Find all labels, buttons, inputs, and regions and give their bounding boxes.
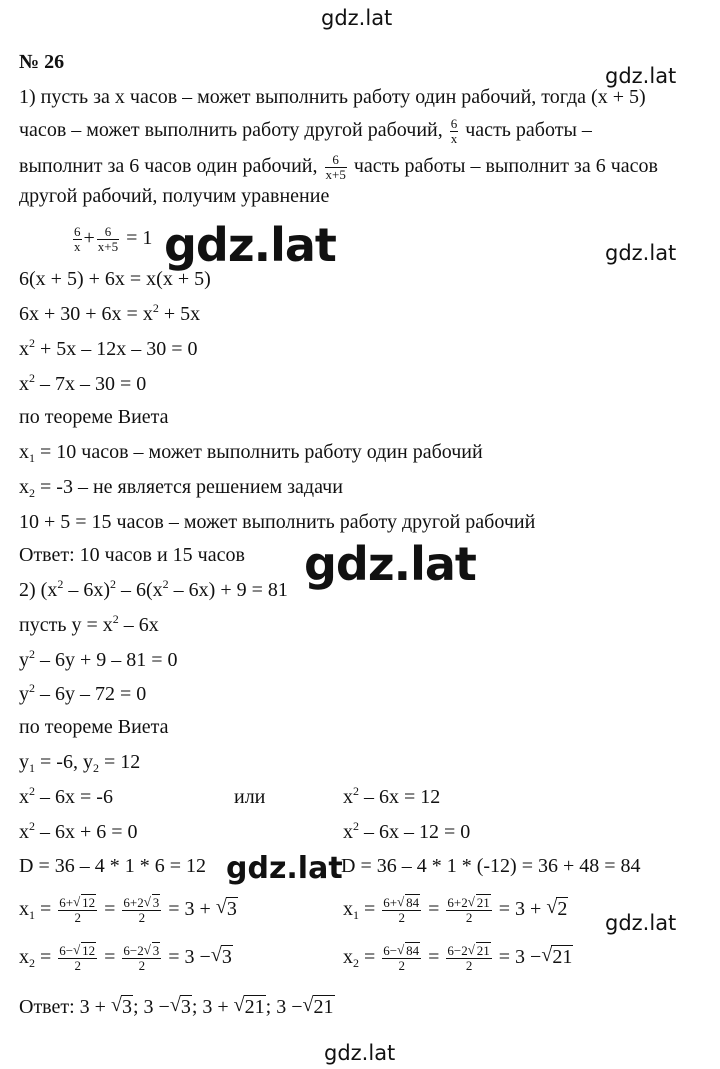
text-span: выполнит за 6 часов один рабочий, (19, 155, 318, 178)
text-span: часть работы – выполнит за 6 часов (353, 155, 658, 178)
radicand: 21 (476, 895, 490, 910)
superscript: 2 (353, 819, 359, 833)
fraction (446, 944, 491, 973)
superscript: 2 (110, 577, 116, 591)
text-span: ; 3 − (265, 996, 303, 1018)
numerator (122, 944, 161, 959)
denominator: x+5 (325, 167, 346, 182)
text-span: x (19, 441, 29, 463)
radicand: 2 (557, 898, 568, 921)
text-span: = (99, 898, 121, 921)
text-span: ; 3 + (191, 996, 234, 1018)
text-span: x (19, 373, 29, 395)
denominator: 2 (465, 910, 473, 925)
denominator: 2 (138, 910, 146, 925)
radicand: 21 (552, 946, 573, 969)
watermark-top: gdz.lat (321, 6, 393, 30)
text-span: x (343, 898, 353, 921)
subscript: 1 (29, 908, 35, 923)
denominator: x (450, 131, 458, 146)
radicand: 3 (121, 996, 132, 1018)
denominator: 2 (398, 910, 405, 925)
left-root-1 (19, 896, 238, 925)
text-span: часов – может выполнить работу другой рабочий, (19, 119, 443, 142)
text-span: x (19, 898, 29, 921)
radicand: 21 (244, 996, 265, 1018)
numerator: 6 (450, 116, 458, 131)
equation-line: 6(x + 5) + 6x = x(x + 5) (19, 268, 211, 290)
fraction (382, 944, 421, 973)
sqrt-sign (73, 896, 96, 910)
radicand: 84 (406, 895, 420, 910)
superscript: 2 (152, 301, 159, 315)
text-span: – 6x = -6 (35, 786, 113, 808)
text-span: x (19, 338, 29, 360)
fraction (73, 225, 82, 254)
text-span: = 3 + (493, 898, 547, 921)
sqrt-sign (73, 944, 96, 958)
text-span: 6−2 (447, 943, 468, 958)
equation-line (19, 337, 198, 361)
text-line (19, 475, 343, 499)
answer-1: Ответ: 10 часов и 15 часов (19, 544, 245, 566)
sqrt-sign (303, 995, 335, 1019)
text-span: – 6x + 6 = 0 (35, 821, 138, 843)
denominator: 2 (74, 958, 81, 973)
sqrt-sign (234, 995, 266, 1019)
text-span: = (423, 946, 445, 969)
text-span: – 6(x (116, 579, 163, 601)
sqrt-sign (468, 944, 491, 958)
radicand: 84 (406, 943, 420, 958)
text-span: – 6x – 12 = 0 (359, 821, 471, 843)
text-span: = (359, 946, 381, 969)
superscript: 2 (112, 612, 119, 626)
fraction (325, 153, 347, 182)
sqrt-sign (211, 945, 233, 969)
text-span: – 6x (118, 614, 159, 636)
text-span: – 6x) + 9 = 81 (168, 579, 288, 601)
subscript: 2 (29, 956, 35, 971)
fraction (382, 896, 421, 925)
text-span: 6+2 (447, 895, 468, 910)
equation-line (19, 578, 288, 602)
denominator: x (74, 239, 81, 254)
text-span: 6+ (59, 895, 74, 910)
watermark-mid: gdz.lat (226, 851, 343, 886)
right-discriminant: D = 36 – 4 * 1 * (-12) = 36 + 48 = 84 (341, 855, 641, 877)
text-span: ; 3 − (132, 996, 170, 1018)
sqrt-sign (144, 896, 161, 910)
right-equation (343, 820, 470, 844)
plus-sign: + (83, 227, 95, 250)
equation-line (19, 372, 146, 396)
text-line (19, 117, 592, 146)
text-span: + 5x – 12x – 30 = 0 (35, 338, 198, 360)
equation-line (19, 648, 178, 672)
fraction (122, 944, 161, 973)
equation-line (19, 682, 146, 706)
fraction (122, 896, 161, 925)
fraction (446, 896, 491, 925)
text-span: = 3 − (163, 946, 211, 969)
text-span: y (19, 683, 29, 705)
text-span: y (19, 751, 29, 773)
denominator: 2 (398, 958, 405, 973)
sqrt-sign (216, 897, 238, 921)
right-root-1 (343, 896, 568, 925)
text-span: x (19, 946, 29, 969)
sqrt-sign (111, 995, 133, 1019)
equation-line (19, 302, 200, 326)
subscript: 2 (92, 761, 99, 775)
text-line: другой рабочий, получим уравнение (19, 185, 330, 207)
superscript: 2 (29, 336, 35, 350)
radicand: 3 (180, 996, 191, 1018)
sqrt-sign (397, 944, 420, 958)
sqrt-sign (541, 945, 573, 969)
superscript: 2 (162, 577, 169, 591)
text-span: x (343, 786, 353, 808)
text-span: = 10 часов – может выполнить работу один рабочий (35, 441, 483, 463)
numerator: 6 (325, 153, 347, 168)
text-span: – 6y + 9 – 81 = 0 (35, 649, 178, 671)
text-span: = (359, 898, 381, 921)
text-span: 6+ (383, 895, 398, 910)
fraction (450, 117, 459, 146)
text-line: 10 + 5 = 15 часов – может выполнить работу другой рабочий (19, 511, 536, 533)
watermark-large-1: gdz.lat (164, 218, 336, 272)
text-span: 6x + 30 + 6x = x (19, 303, 153, 325)
text-span: = 1 (126, 227, 153, 250)
numerator (58, 944, 97, 959)
numerator (122, 896, 161, 911)
watermark-large-2: gdz.lat (304, 537, 476, 591)
text-span: x (343, 946, 353, 969)
text-span: x (19, 786, 29, 808)
radicand: 3 (221, 946, 232, 969)
superscript: 2 (29, 819, 35, 833)
left-equation (19, 820, 138, 844)
left-equation (19, 785, 113, 809)
denominator: 2 (138, 958, 146, 973)
text-span: = (35, 898, 57, 921)
watermark-right-1: gdz.lat (605, 64, 677, 88)
subscript: 2 (29, 486, 35, 500)
text-span: y (19, 649, 29, 671)
text-line (19, 750, 140, 774)
denominator: x+5 (97, 239, 119, 254)
numerator (382, 944, 421, 959)
text-span: = 3 + (163, 898, 216, 921)
radicand: 3 (152, 895, 160, 910)
text-span: = 12 (98, 751, 141, 773)
text-span: + 5x (158, 303, 201, 325)
subscript: 1 (353, 908, 359, 923)
watermark-bottom: gdz.lat (324, 1041, 396, 1065)
subscript: 1 (29, 761, 35, 775)
task-number: № 26 (19, 51, 65, 73)
sqrt-sign (546, 897, 568, 921)
superscript: 2 (29, 784, 35, 798)
text-span: 6− (59, 943, 74, 958)
watermark-right-3: gdz.lat (605, 911, 677, 935)
text-span: Ответ: 3 + (19, 996, 111, 1018)
superscript: 2 (29, 371, 35, 385)
text-span: – 6y – 72 = 0 (35, 683, 147, 705)
superscript: 2 (353, 784, 359, 798)
sqrt-sign (170, 995, 192, 1019)
sqrt-sign (468, 896, 491, 910)
text-span: = (35, 946, 57, 969)
left-root-2 (19, 944, 233, 973)
radicand: 12 (82, 943, 96, 958)
text-span: пусть y = x (19, 614, 113, 636)
text-span: x (19, 476, 29, 498)
right-equation (343, 785, 440, 809)
or-word: или (234, 786, 266, 808)
right-root-2 (343, 944, 573, 973)
subscript: 1 (29, 451, 35, 465)
radicand: 3 (226, 898, 237, 921)
fraction (58, 944, 97, 973)
text-span: – 7x – 30 = 0 (35, 373, 147, 395)
equation (71, 225, 152, 254)
text-span: 6−2 (123, 943, 144, 958)
superscript: 2 (29, 681, 35, 695)
denominator: 2 (465, 958, 473, 973)
superscript: 2 (57, 577, 64, 591)
radicand: 21 (313, 996, 334, 1018)
radicand: 12 (82, 895, 96, 910)
text-span: 6+2 (123, 895, 144, 910)
numerator (58, 896, 97, 911)
sqrt-sign (397, 896, 420, 910)
text-line: по теореме Виета (19, 716, 169, 738)
text-line (19, 153, 658, 182)
numerator: 6 (74, 224, 81, 239)
text-span: – 6x) (63, 579, 110, 601)
text-span: – 6x = 12 (359, 786, 441, 808)
numerator: 6 (97, 225, 119, 240)
numerator (382, 896, 421, 911)
text-span: = -6, y (35, 751, 93, 773)
equation-line (19, 613, 159, 637)
text-span: x (343, 821, 353, 843)
radicand: 21 (476, 943, 490, 958)
fraction (97, 225, 119, 254)
answer-2 (19, 995, 335, 1019)
sqrt-sign (144, 944, 161, 958)
denominator: 2 (74, 910, 81, 925)
numerator (446, 896, 491, 911)
text-line: 1) пусть за x часов – может выполнить работу один рабочий, тогда (x + 5) (19, 86, 646, 108)
text-line: по теореме Виета (19, 406, 169, 428)
text-line (19, 440, 483, 464)
text-span: = (423, 898, 445, 921)
watermark-right-2: gdz.lat (605, 241, 677, 265)
radicand: 3 (152, 943, 160, 958)
text-span: = 3 − (493, 946, 542, 969)
left-discriminant: D = 36 – 4 * 1 * 6 = 12 (19, 855, 207, 877)
numerator (446, 944, 491, 959)
text-span: = -3 – не является решением задачи (35, 476, 343, 498)
fraction (58, 896, 97, 925)
subscript: 2 (353, 956, 359, 971)
text-span: = (99, 946, 121, 969)
text-span: 2) (x (19, 579, 58, 601)
text-span: 6− (383, 943, 398, 958)
superscript: 2 (29, 647, 35, 661)
text-span: x (19, 821, 29, 843)
text-span: часть работы – (465, 119, 592, 142)
